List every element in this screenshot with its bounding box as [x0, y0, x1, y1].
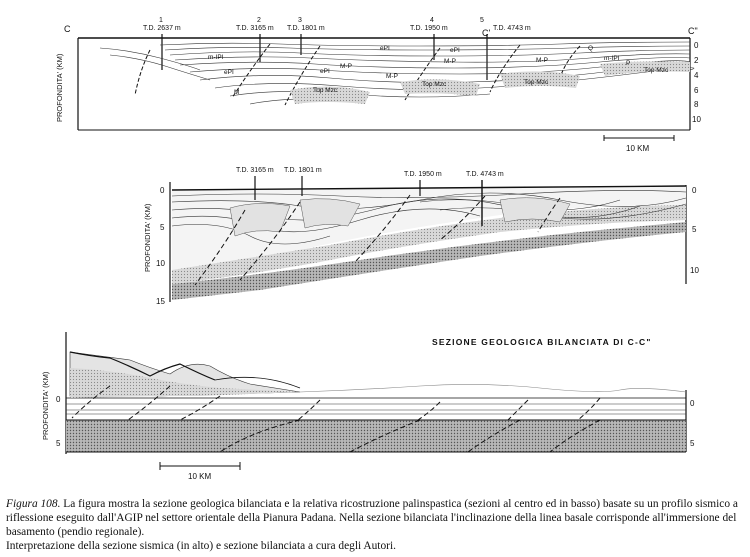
- unit-label: M-P: [340, 63, 352, 70]
- top-tick: 10: [692, 115, 701, 124]
- unit-label: M-P: [536, 57, 548, 64]
- unit-label: Top Mzc: [524, 79, 549, 86]
- mid-ticks-left: [156, 186, 165, 306]
- unit-label: ePI: [380, 45, 390, 52]
- well-td: T.D. 1950 m: [410, 25, 448, 32]
- figure-caption: [6, 497, 746, 553]
- unit-label: Top Mzc: [422, 81, 447, 88]
- top-tick: 0: [694, 41, 699, 50]
- well-td: T.D. 1801 m: [287, 25, 325, 32]
- mid-tick: 5: [692, 225, 697, 234]
- mid-ticks-right: [690, 186, 699, 275]
- caption-text: La figura mostra la sezione geologica bilanciata e la relativa ricostruzione palinspastica (sezioni al centro ed in basso) basate su un profilo sismico a riflessione eseguito dall'AGIP nel settore orientale della Pianura Padana. Nella sezione bilanciata l'inclinazione della linea basale corrisponde all'immersione del basamento (pendio regionale).: [6, 498, 738, 538]
- top-depth-ticks: [692, 41, 701, 124]
- well-number: 5: [480, 17, 484, 24]
- well-td: T.D. 2637 m: [143, 25, 181, 32]
- unit-label: m-IPI: [604, 55, 620, 62]
- unit-label: m-IPI: [208, 54, 224, 61]
- bottom-title: SEZIONE GEOLOGICA BILANCIATA DI C-C": [432, 337, 652, 347]
- top-label-right: C": [688, 26, 698, 36]
- bottom-topo: [300, 384, 686, 392]
- bottom-ticks-right: [690, 399, 695, 448]
- well-number: 4: [430, 17, 434, 24]
- unit-label: ePI: [450, 47, 460, 54]
- mid-tick: 10: [156, 259, 165, 268]
- unit-label: M-P: [386, 73, 398, 80]
- figure-label: Figura 108.: [6, 498, 61, 510]
- unit-label: Q: [588, 45, 594, 52]
- unit-label: M: [234, 89, 240, 96]
- mid-tick: 15: [156, 297, 165, 306]
- top-ylabel: PROFONDITA' (KM): [55, 53, 64, 122]
- mid-tick: 10: [690, 266, 699, 275]
- bottom-tick: 0: [690, 399, 695, 408]
- bottom-tick: 0: [56, 395, 61, 404]
- well-number: 1: [159, 17, 163, 24]
- unit-label: M-P: [444, 58, 456, 65]
- bottom-scale-label: 10 KM: [188, 472, 212, 481]
- bottom-basement-band: [66, 420, 686, 452]
- bottom-tick: 5: [690, 439, 695, 448]
- bottom-ylabel: PROFONDITA' (KM): [41, 371, 50, 440]
- unit-label: P: [626, 60, 631, 67]
- mid-tick: 0: [160, 186, 165, 195]
- bottom-section: [41, 332, 695, 481]
- mid-tick: 0: [692, 186, 697, 195]
- top-tick: 8: [694, 100, 699, 109]
- top-scale-label: 10 KM: [626, 144, 650, 153]
- unit-label: Top Mzc: [644, 67, 669, 74]
- unit-label: Top Mzc: [313, 87, 338, 94]
- well-td: T.D. 4743 m: [493, 25, 531, 32]
- top-tick: 4: [694, 71, 699, 80]
- well-td: T.D. 3165 m: [236, 25, 274, 32]
- unit-label: ePI: [320, 68, 330, 75]
- top-section: [55, 17, 701, 153]
- well-number: 3: [298, 17, 302, 24]
- caption-credit: Interpretazione della sezione sismica (in alto) e sezione bilanciata a cura degli Autori.: [6, 540, 396, 552]
- mid-well-td: T.D. 4743 m: [466, 171, 504, 178]
- mid-tick: 5: [160, 223, 165, 232]
- bottom-tick: 5: [56, 439, 61, 448]
- bottom-ticks-left: [56, 395, 61, 448]
- unit-label: ePI: [224, 69, 234, 76]
- mid-well-td: T.D. 1801 m: [284, 167, 322, 174]
- well-number: 2: [257, 17, 261, 24]
- top-label-mid: C': [482, 28, 491, 38]
- caption-main: [6, 497, 746, 539]
- middle-section: [143, 167, 699, 306]
- top-tick: 2: [694, 56, 699, 65]
- top-label-left: C: [64, 24, 71, 34]
- mid-well-td: T.D. 1950 m: [404, 171, 442, 178]
- mid-ylabel: PROFONDITA' (KM): [143, 203, 152, 272]
- mid-well-td: T.D. 3165 m: [236, 167, 274, 174]
- top-tick: 6: [694, 86, 699, 95]
